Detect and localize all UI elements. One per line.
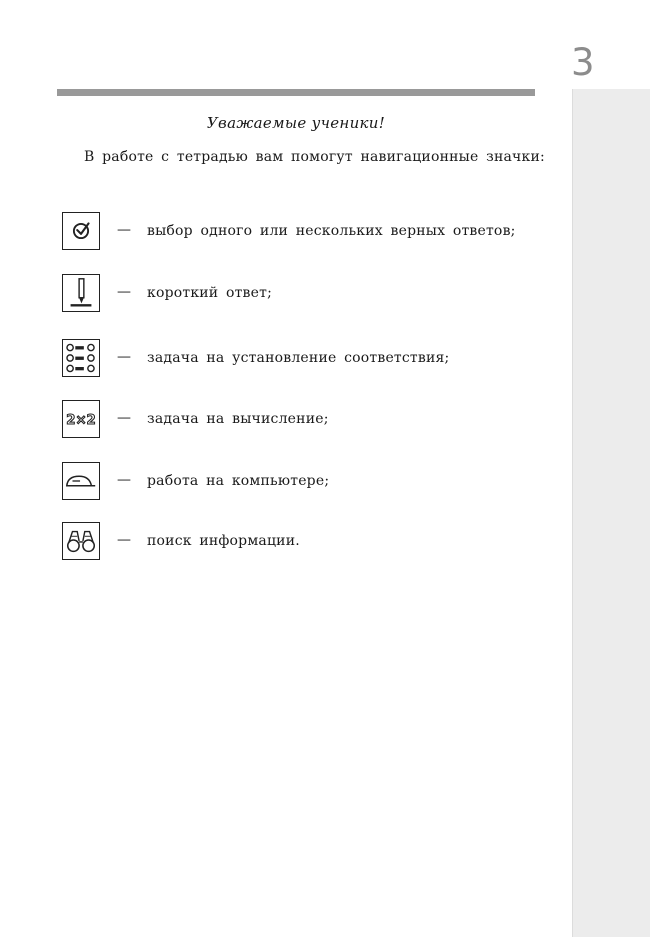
matching-task-icon (62, 339, 100, 377)
legend-description: выбор одного или нескольких верных ответов; (147, 223, 516, 239)
legend-dash: — (117, 349, 131, 365)
legend-dash: — (117, 410, 131, 426)
legend-dash: — (117, 532, 131, 548)
legend-dash: — (117, 472, 131, 488)
legend-description: задача на установление соответствия; (147, 350, 450, 366)
multiple-choice-icon (62, 212, 100, 250)
legend-item-short-answer (62, 274, 542, 314)
short-answer-pencil-icon (62, 274, 100, 312)
top-rule (57, 89, 535, 96)
legend-item-calculation (62, 400, 542, 440)
side-margin-band (572, 89, 650, 937)
legend-item-matching (62, 339, 542, 379)
greeting-heading: Уважаемые ученики! (206, 114, 386, 132)
calculation-2x2-icon (62, 400, 100, 438)
legend-item-computer (62, 462, 542, 502)
page-number: 3 (571, 41, 595, 84)
legend-item-multiple-choice (62, 212, 542, 252)
legend-item-search (62, 522, 542, 562)
intro-text: В работе с тетрадью вам помогут навигационные значки: (84, 149, 545, 165)
legend-description: короткий ответ; (147, 285, 272, 301)
legend-description: работа на компьютере; (147, 473, 330, 489)
computer-mouse-icon (62, 462, 100, 500)
legend-dash: — (117, 284, 131, 300)
legend-dash: — (117, 222, 131, 238)
calc-icon-label: 2×2 (66, 413, 96, 429)
legend-description: поиск информации. (147, 533, 300, 549)
binoculars-icon (62, 522, 100, 560)
legend-description: задача на вычисление; (147, 411, 329, 427)
